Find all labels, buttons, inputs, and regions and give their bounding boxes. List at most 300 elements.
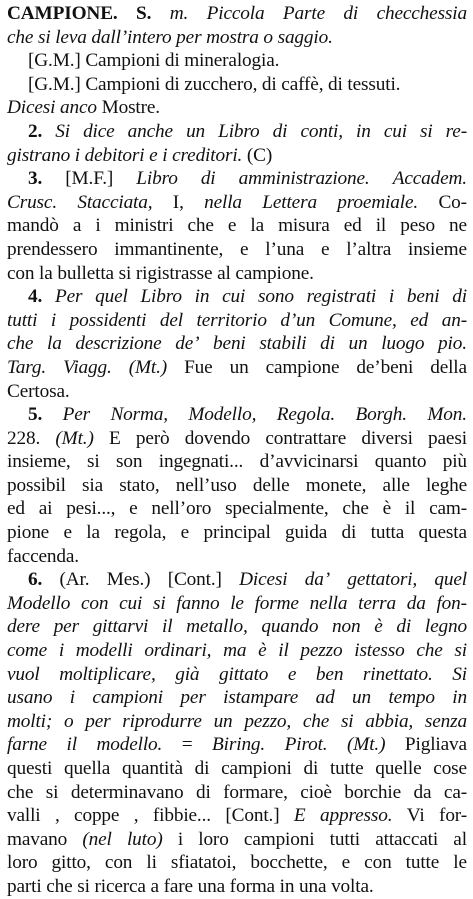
text-fragment: Parte xyxy=(282,3,325,24)
text-fragment: o xyxy=(63,710,74,732)
text-fragment: di xyxy=(272,120,288,142)
text-fragment: cose xyxy=(433,758,467,779)
text-fragment: territorio xyxy=(196,309,267,331)
text-fragment: Accadem. xyxy=(392,168,467,190)
text-fragment: stato, xyxy=(119,474,160,496)
text-fragment: stabili xyxy=(259,333,307,355)
text-fragment: de’ xyxy=(175,333,200,355)
text-fragment: sfiatatoi, xyxy=(170,852,237,874)
text-fragment: Modello xyxy=(7,592,71,614)
text-fragment: un xyxy=(229,356,249,378)
text-fragment: Pirot. xyxy=(284,734,328,756)
text-fragment: di xyxy=(343,3,359,24)
text-fragment: appresso. xyxy=(319,805,393,827)
text-line xyxy=(7,73,467,97)
dictionary-entry-campione xyxy=(7,2,467,899)
text-fragment: il xyxy=(404,498,416,520)
text-line xyxy=(7,380,467,404)
text-fragment: gitto, xyxy=(51,852,91,874)
text-fragment: insieme xyxy=(408,238,467,260)
text-fragment: delle xyxy=(252,474,290,496)
text-fragment: da’ xyxy=(304,569,331,591)
text-fragment: e xyxy=(227,215,237,237)
text-fragment: immantinente, xyxy=(114,238,224,260)
text-fragment: pezzo, xyxy=(244,710,292,732)
text-fragment: [M.F.] xyxy=(65,168,114,190)
text-fragment: il xyxy=(66,734,77,756)
text-fragment: for- xyxy=(439,805,467,827)
text-fragment: cui xyxy=(119,592,143,614)
text-fragment: i xyxy=(388,286,395,308)
text-fragment: contrattare xyxy=(265,427,347,449)
text-fragment: è xyxy=(258,640,267,662)
text-fragment: regola, xyxy=(114,522,167,544)
text-fragment: e xyxy=(180,522,190,544)
text-fragment: alle xyxy=(382,474,410,496)
text-fragment: [G.M.] Campioni di zucchero, di caffè, di tessuti. xyxy=(28,73,401,95)
text-fragment: da xyxy=(406,592,426,614)
text-fragment: e xyxy=(287,663,297,685)
text-fragment: si xyxy=(87,451,100,473)
text-line xyxy=(7,851,467,875)
text-fragment: dere xyxy=(7,616,40,638)
text-fragment: ma xyxy=(223,640,247,662)
text-fragment: abbia, xyxy=(365,710,414,732)
text-fragment: e xyxy=(129,498,138,520)
text-fragment: dovendo xyxy=(184,427,251,449)
text-fragment: però xyxy=(135,427,170,449)
text-fragment: per xyxy=(85,710,111,732)
text-fragment: già xyxy=(175,663,200,685)
text-fragment: la xyxy=(250,215,264,237)
text-line xyxy=(7,497,467,521)
text-fragment: i xyxy=(177,828,184,850)
text-fragment: di xyxy=(452,286,467,308)
text-fragment: quando xyxy=(261,616,319,638)
text-line xyxy=(7,49,467,73)
text-line xyxy=(7,615,467,639)
text-line xyxy=(7,474,467,498)
text-fragment: Si xyxy=(55,120,70,142)
text-line xyxy=(7,403,467,427)
text-fragment: con xyxy=(364,852,392,874)
text-fragment: (Mt.) xyxy=(128,356,168,378)
text-fragment: descrizione xyxy=(75,333,162,355)
text-fragment: senza xyxy=(424,710,467,732)
text-fragment: le xyxy=(453,852,467,874)
text-fragment: Piccola xyxy=(206,3,265,24)
text-fragment: li xyxy=(146,852,157,874)
text-line xyxy=(7,144,467,168)
text-line xyxy=(7,238,467,262)
text-fragment: un xyxy=(352,687,372,709)
text-fragment: di xyxy=(200,168,216,190)
text-fragment: luto) xyxy=(126,828,163,850)
text-fragment: Per xyxy=(62,404,90,426)
text-fragment: [Cont.] xyxy=(167,569,222,591)
text-fragment: ed xyxy=(410,309,429,331)
text-fragment: ingegnati... xyxy=(158,451,244,473)
text-line xyxy=(7,875,467,899)
text-fragment: anche xyxy=(127,120,173,142)
text-fragment: è xyxy=(374,616,383,638)
text-fragment: Stacciata, xyxy=(77,191,153,213)
text-fragment: con la bulletta si rigistrasse al campione. xyxy=(7,262,314,284)
text-fragment: Dicesi xyxy=(239,569,288,591)
text-fragment: d’avvicinarsi xyxy=(259,451,359,473)
text-fragment: forme xyxy=(254,592,299,614)
text-fragment: fon- xyxy=(436,592,467,614)
text-fragment: il xyxy=(162,616,173,638)
text-fragment: rinettato. xyxy=(362,663,433,685)
text-fragment: modello. xyxy=(96,734,163,756)
text-fragment: legno xyxy=(424,616,467,638)
text-fragment: insieme, xyxy=(7,451,71,473)
text-fragment: nell’oro xyxy=(151,498,212,520)
text-fragment: pesi..., xyxy=(66,498,116,520)
text-fragment: E xyxy=(108,427,121,449)
text-fragment: che xyxy=(416,640,443,662)
text-fragment: campione xyxy=(265,356,340,378)
text-fragment: quanto xyxy=(374,451,427,473)
text-fragment: si xyxy=(420,120,433,142)
text-fragment: pione xyxy=(7,522,50,544)
text-fragment: cui xyxy=(383,120,407,142)
text-fragment: beni xyxy=(213,333,246,355)
text-fragment: Crusc. xyxy=(7,191,57,213)
text-fragment: istesso xyxy=(354,640,405,662)
text-fragment: di xyxy=(396,616,412,638)
text-line xyxy=(7,262,467,286)
text-fragment: questi xyxy=(7,758,53,779)
headword: CAMPIONE. xyxy=(7,3,118,24)
text-fragment: in xyxy=(194,286,210,308)
text-fragment: guida xyxy=(285,522,328,544)
sense-number: 2. xyxy=(28,120,43,142)
text-fragment: Si xyxy=(452,663,467,685)
text-fragment: riprodurre xyxy=(122,710,202,732)
text-fragment: Dicesi anco xyxy=(7,97,102,119)
text-fragment: Viagg. xyxy=(63,356,112,378)
text-fragment: son xyxy=(116,451,143,473)
text-fragment: per xyxy=(180,687,206,709)
text-fragment: gettatori, xyxy=(347,569,418,591)
text-fragment: attaccati xyxy=(375,828,439,850)
text-fragment: gistrano i debitori e i creditori. xyxy=(7,144,247,166)
text-fragment: ministri xyxy=(114,215,174,237)
text-fragment: Vi xyxy=(406,805,425,827)
text-fragment: bocchette, xyxy=(250,852,328,874)
text-fragment: la xyxy=(46,333,62,355)
text-fragment: molti; xyxy=(7,710,53,732)
text-fragment: dice xyxy=(83,120,115,142)
text-fragment: d’un xyxy=(280,309,316,331)
text-line xyxy=(7,663,467,687)
text-line xyxy=(7,733,467,757)
text-fragment: vuol xyxy=(7,663,40,685)
text-line xyxy=(7,96,467,120)
text-fragment: Regola. xyxy=(276,404,336,426)
text-line xyxy=(7,828,467,852)
text-fragment: tutte xyxy=(329,758,364,779)
text-line xyxy=(7,214,467,238)
text-fragment: Co- xyxy=(438,191,467,213)
text-fragment: terra xyxy=(358,592,396,614)
text-line xyxy=(7,356,467,380)
text-fragment: è xyxy=(382,498,391,520)
text-fragment: tutte xyxy=(405,852,440,874)
text-fragment: i xyxy=(95,215,101,237)
text-fragment: Fue xyxy=(184,356,213,378)
text-fragment: la xyxy=(86,522,100,544)
text-fragment: loro xyxy=(7,852,38,874)
text-fragment: che xyxy=(187,215,214,237)
text-fragment: cioè xyxy=(300,781,332,803)
text-fragment: Libro xyxy=(136,168,178,190)
sense-number: 5. xyxy=(28,404,43,426)
text-line xyxy=(7,309,467,333)
text-fragment: a xyxy=(72,215,82,237)
text-fragment: che xyxy=(342,498,369,520)
text-fragment: an- xyxy=(441,309,467,331)
text-fragment: e xyxy=(341,852,351,874)
text-fragment: Norma, xyxy=(110,404,168,426)
text-fragment: ordinari, xyxy=(144,640,212,662)
text-fragment: come xyxy=(7,640,48,662)
text-fragment: possibil xyxy=(7,474,66,496)
text-fragment: 228. xyxy=(7,427,41,449)
text-fragment: valli xyxy=(7,805,41,827)
text-line xyxy=(7,2,467,26)
text-fragment: [Cont.] xyxy=(225,805,280,827)
text-fragment: e xyxy=(63,522,72,544)
text-fragment: quel xyxy=(95,286,128,308)
text-line xyxy=(7,427,467,451)
text-fragment: in xyxy=(452,687,467,709)
text-fragment: che xyxy=(302,710,330,732)
text-fragment: quella xyxy=(63,758,111,779)
text-fragment: che si leva dall’intero per mostra o saggio. xyxy=(7,26,333,48)
text-fragment: [G.M.] Campioni di mineralogia. xyxy=(28,50,280,72)
text-fragment: in xyxy=(356,120,371,142)
text-fragment: Biring. xyxy=(212,734,266,756)
text-fragment: possidenti xyxy=(69,309,147,331)
text-fragment: l’altra xyxy=(346,238,392,260)
text-fragment: tempo xyxy=(388,687,435,709)
text-fragment: questa xyxy=(418,522,467,544)
text-fragment: Mostre. xyxy=(101,97,160,119)
headword: S. xyxy=(136,3,152,24)
text-fragment: si xyxy=(454,640,467,662)
text-fragment: Mes.) xyxy=(106,569,151,591)
text-fragment: Mon. xyxy=(427,404,467,426)
text-line xyxy=(7,285,467,309)
text-fragment: (Mt.) xyxy=(55,427,94,449)
text-fragment: farne xyxy=(7,734,47,756)
text-fragment: non xyxy=(332,616,361,638)
text-fragment: un xyxy=(348,333,368,355)
text-fragment: (Mt.) xyxy=(347,734,386,756)
text-fragment: più xyxy=(442,451,467,473)
text-fragment: proemiale. xyxy=(337,191,419,213)
text-fragment: e xyxy=(320,238,330,260)
text-line xyxy=(7,781,467,805)
text-fragment: del xyxy=(159,309,183,331)
text-fragment: ne xyxy=(449,215,467,237)
text-line xyxy=(7,450,467,474)
text-fragment: quelle xyxy=(375,758,422,779)
text-fragment: loro xyxy=(198,828,229,850)
text-fragment: conti, xyxy=(300,120,343,142)
text-fragment: peso xyxy=(400,215,435,237)
text-fragment: di xyxy=(195,781,211,803)
sense-number: 3. xyxy=(28,168,43,190)
text-fragment: gittato xyxy=(219,663,269,685)
text-fragment: (C) xyxy=(246,144,273,166)
text-fragment: mavano xyxy=(7,828,68,850)
text-line xyxy=(7,332,467,356)
text-fragment: usano xyxy=(7,687,53,709)
text-line xyxy=(7,521,467,545)
text-fragment: borchie xyxy=(344,781,402,803)
text-fragment: (Ar. xyxy=(59,569,90,591)
text-fragment: specialmente, xyxy=(225,498,329,520)
text-fragment: tutta xyxy=(370,522,405,544)
text-fragment: , xyxy=(54,805,60,827)
text-fragment: di xyxy=(320,333,335,355)
text-fragment: il xyxy=(375,215,387,237)
text-fragment: Pigliava xyxy=(404,734,467,756)
text-fragment: al xyxy=(453,828,467,850)
text-line xyxy=(7,545,467,569)
text-fragment: E xyxy=(293,805,306,827)
text-fragment: da xyxy=(413,781,432,803)
text-fragment: di xyxy=(303,758,319,779)
text-fragment: , xyxy=(133,805,139,827)
text-fragment: cam- xyxy=(429,498,467,520)
text-fragment: Libro xyxy=(218,120,260,142)
text-fragment: leghe xyxy=(425,474,467,496)
text-fragment: della xyxy=(430,356,467,378)
sense-number: 4. xyxy=(28,286,43,308)
text-fragment: determinavano xyxy=(70,781,184,803)
text-line xyxy=(7,191,467,215)
text-fragment: istampare xyxy=(223,687,299,709)
text-fragment: beni xyxy=(406,286,440,308)
text-fragment: = xyxy=(181,734,193,756)
text-fragment: le xyxy=(230,592,244,614)
text-fragment: faccenda. xyxy=(7,545,79,567)
text-fragment: amministrazione. xyxy=(238,168,370,190)
text-fragment: paesi xyxy=(428,427,467,449)
text-fragment: con xyxy=(104,852,133,874)
text-fragment: ai xyxy=(38,498,53,520)
text-fragment: I, xyxy=(172,191,184,213)
text-fragment: i xyxy=(58,640,65,662)
text-fragment: quantità xyxy=(121,758,183,779)
text-fragment: i xyxy=(50,309,57,331)
text-fragment: sia xyxy=(82,474,103,496)
text-line xyxy=(7,686,467,710)
text-fragment: cui xyxy=(222,286,246,308)
text-fragment: con xyxy=(80,592,109,614)
text-fragment: campioni xyxy=(243,828,315,850)
text-line xyxy=(7,757,467,781)
text-fragment: l’una xyxy=(265,238,305,260)
text-fragment: misura xyxy=(278,215,330,237)
text-fragment: campioni xyxy=(221,758,292,779)
text-fragment: il xyxy=(278,640,289,662)
text-fragment: sono xyxy=(257,286,294,308)
text-fragment: e xyxy=(239,238,249,260)
text-fragment: ed xyxy=(7,498,25,520)
text-fragment: re- xyxy=(445,120,467,142)
text-fragment: Lettera xyxy=(262,191,317,213)
text-fragment: nella xyxy=(204,191,242,213)
text-fragment: ca- xyxy=(443,781,467,803)
text-fragment: si xyxy=(340,710,354,732)
text-fragment: Modello, xyxy=(188,404,257,426)
text-fragment: gittarvi xyxy=(92,616,149,638)
text-fragment: metallo, xyxy=(186,616,248,638)
text-line xyxy=(7,568,467,592)
text-line xyxy=(7,26,467,50)
text-fragment: mandò xyxy=(7,215,59,237)
text-fragment: principal xyxy=(203,522,271,544)
text-fragment: ad xyxy=(315,687,335,709)
text-fragment: Libro xyxy=(140,286,182,308)
text-fragment: i xyxy=(69,687,75,709)
text-fragment: fanno xyxy=(176,592,220,614)
text-fragment: tutti xyxy=(7,309,38,331)
text-fragment: quel xyxy=(434,569,467,591)
text-fragment: che xyxy=(7,781,34,803)
text-fragment: pezzo xyxy=(300,640,343,662)
text-fragment: Comune, xyxy=(328,309,397,331)
text-fragment: modelli xyxy=(75,640,133,662)
text-line xyxy=(7,167,467,191)
text-fragment: checchessia xyxy=(376,3,467,24)
text-fragment: (nel xyxy=(82,828,112,850)
text-fragment: campioni xyxy=(92,687,163,709)
text-fragment: Borgh. xyxy=(355,404,407,426)
text-fragment: diversi xyxy=(361,427,413,449)
text-line xyxy=(7,120,467,144)
text-fragment: formare, xyxy=(223,781,288,803)
text-fragment: de’beni xyxy=(356,356,414,378)
text-fragment: registrati xyxy=(306,286,377,308)
text-fragment: ben xyxy=(315,663,344,685)
text-fragment: fibbie... xyxy=(152,805,211,827)
text-fragment: Certosa. xyxy=(7,380,70,402)
text-fragment: che xyxy=(7,333,34,355)
text-fragment: coppe xyxy=(74,805,120,827)
text-fragment: nella xyxy=(309,592,348,614)
text-fragment: ed xyxy=(343,215,362,237)
text-fragment: nell’uso xyxy=(175,474,237,496)
text-fragment: Targ. xyxy=(7,356,47,378)
text-fragment: tutti xyxy=(329,828,360,850)
text-fragment: moltiplicare, xyxy=(59,663,156,685)
sense-number: 6. xyxy=(28,569,43,591)
text-line xyxy=(7,592,467,616)
text-fragment: di xyxy=(341,522,357,544)
text-fragment: monete, xyxy=(305,474,367,496)
text-fragment: m. xyxy=(169,3,189,24)
text-fragment: prendessero xyxy=(7,238,98,260)
text-fragment: si xyxy=(152,592,166,614)
text-fragment: di xyxy=(194,758,210,779)
